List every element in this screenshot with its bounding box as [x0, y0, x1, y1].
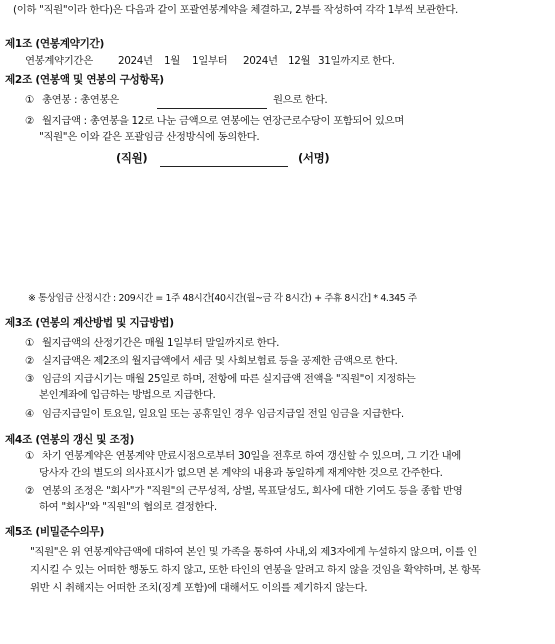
employee-signature-field[interactable]	[160, 154, 288, 167]
article-5-heading: 제5조 (비밀준수의무)	[5, 526, 105, 538]
item-number: ④	[25, 408, 34, 420]
confidentiality-text-2: 지시킬 수 있는 어떠한 행동도 하지 않고, 또한 타인의 연봉을 알려고 하지 않을 것임을 확약하며, 본 항목	[30, 564, 481, 576]
item-number: ③	[25, 373, 34, 385]
list-item	[25, 336, 279, 350]
item-text-continued: 하여 "회사"와 "직원"의 협의로 결정한다.	[39, 501, 217, 513]
article-2-heading: 제2조 (연봉액 및 연봉의 구성항목)	[5, 74, 164, 86]
start-month: 1월	[164, 55, 180, 67]
item-number: ①	[25, 94, 34, 106]
article-1-heading: 제1조 (연봉계약기간)	[5, 38, 105, 50]
article-4-heading: 제4조 (연봉의 갱신 및 조정)	[5, 434, 135, 446]
item-text: 연봉의 조정은 "회사"가 "직원"의 근무성적, 상벌, 목표달성도, 회사에 대한 기여도 등을 종합 반영	[41, 485, 463, 497]
employee-sign-label: (직원)	[116, 151, 148, 165]
ordinary-wage-note: ※ 통상임금 산정시간 : 209시간 = 1주 48시간[40시간(월~금 각 8시간) + 주휴 8시간] * 4.345 주	[28, 293, 417, 304]
list-item	[25, 484, 462, 498]
item-text: 실지급액은 제2조의 월지급액에서 세금 및 사회보험료 등을 공제한 금액으로 한다.	[41, 355, 398, 367]
total-salary-field[interactable]	[157, 96, 267, 109]
contract-period-label: 연봉계약기간은	[25, 55, 93, 67]
item-text: 월지급액의 산정기간은 매월 1일부터 말일까지로 한다.	[41, 337, 280, 349]
item-monthly-pay	[25, 114, 404, 128]
start-day: 1일부터	[192, 55, 228, 67]
total-salary-label: 총연봉 : 총연봉은	[41, 94, 119, 106]
item-text-continued: 본인계좌에 입금하는 방법으로 지급한다.	[39, 389, 216, 401]
item-text: 임금의 지급시기는 매월 25일로 하며, 전항에 따른 실지급액 전액을 "직원"이 지정하는	[41, 373, 416, 385]
item-text: 차기 연봉계약은 연봉계약 만료시점으로부터 30일을 전후로 하여 갱신할 수 있으며, 그 기간 내에	[41, 450, 461, 462]
item-number: ②	[25, 355, 34, 367]
item-text: 임금지급일이 토요일, 일요일 또는 공휴일인 경우 임금지급일 전일 임금을 지급한다.	[41, 408, 404, 420]
total-salary-suffix: 원으로 한다.	[273, 94, 328, 106]
item-number: ①	[25, 450, 34, 462]
start-year: 2024년	[118, 55, 153, 67]
signature-label: (서명)	[298, 151, 330, 165]
item-text-continued: 당사자 간의 별도의 의사표시가 없으면 본 계약의 내용과 동일하게 재계약한 것으로 간주한다.	[39, 467, 443, 479]
end-month: 12월	[288, 55, 311, 67]
monthly-pay-text-2: "직원"은 이와 같은 포괄임금 산정방식에 동의한다.	[39, 131, 260, 143]
confidentiality-text-1: "직원"은 위 연봉계약금액에 대하여 본인 및 가족을 통하여 사내,외 제3자에게 누설하지 않으며, 이를 인	[30, 546, 477, 558]
list-item	[25, 372, 416, 386]
list-item	[25, 407, 404, 421]
intro-text: (이하 "직원"이라 한다)은 다음과 같이 포괄연봉계약을 체결하고, 2부를 작성하여 각각 1부씩 보관한다.	[13, 4, 458, 16]
end-year: 2024년	[243, 55, 278, 67]
end-day: 31일까지로 한다.	[318, 55, 395, 67]
article-3-heading: 제3조 (연봉의 계산방법 및 지급방법)	[5, 317, 174, 329]
item-total-salary	[25, 93, 119, 107]
list-item	[25, 354, 397, 368]
item-number: ②	[25, 485, 34, 497]
item-number: ②	[25, 115, 34, 127]
list-item	[25, 449, 461, 463]
item-number: ①	[25, 337, 34, 349]
confidentiality-text-3: 위반 시 취해지는 어떠한 조치(징계 포함)에 대해서도 이의를 제기하지 않는다.	[30, 582, 368, 594]
monthly-pay-text-1: 월지급액 : 총연봉을 12로 나눈 금액으로 연봉에는 연장근로수당이 포함되어 있으며	[41, 115, 404, 127]
